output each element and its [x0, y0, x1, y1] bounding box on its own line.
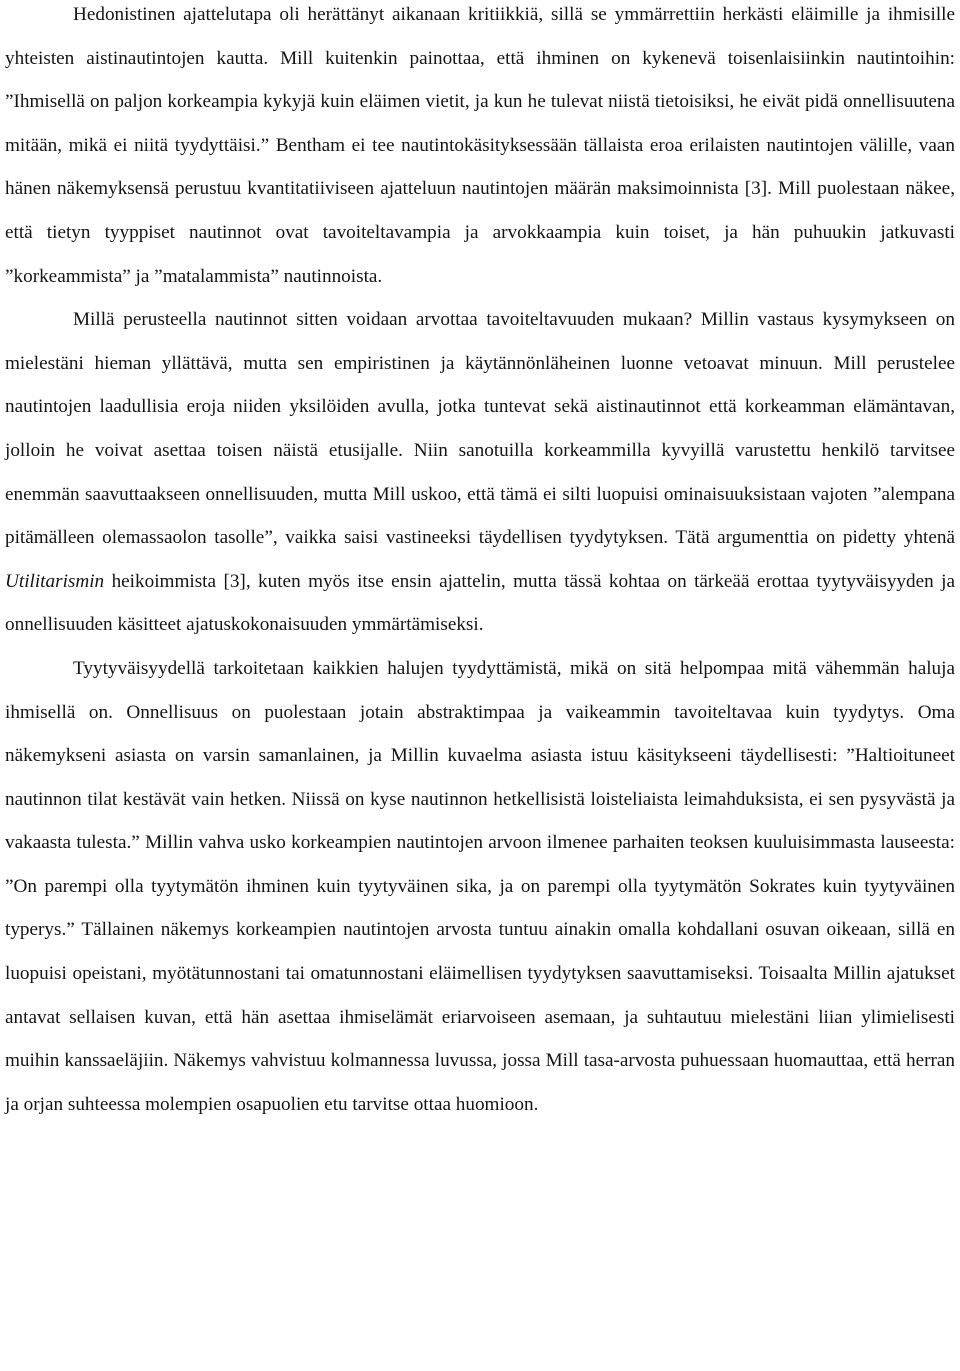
- paragraph-valuation-text-2: heikoimmista [3], kuten myös itse ensin ajattelin, mutta tässä kohtaa on tärkeää erottaa tyytyväisyyden ja onnellisuuden käsitteet ajatuskokonaisuuden ymmärtämiseksi.: [5, 570, 955, 636]
- book-title-italic: Utilitarismin: [5, 570, 105, 592]
- paragraph-hedonism: Hedonistinen ajattelutapa oli herättänyt aikanaan kritiikkiä, sillä se ymmärrettiin herkästi eläimille ja ihmisille yhteisten aistinautintojen kautta. Mill kuitenkin painottaa, että ihminen on kykenevä toisenlaisiinkin nautintoihin: ”Ihmisellä on paljon korkeampia kykyjä kuin eläimen vietit, ja kun he tulevat niistä tietoisiksi, he eivät pidä onnellisuutena mitään, mikä ei niitä tyydyttäisi.” Bentham ei tee nautintokäsityksessään tällaista eroa erilaisten nautintojen välille, vaan hänen näkemyksensä perustuu kvantitatiiviseen ajatteluun nautintojen määrän maksimoinnista [3]. Mill puolestaan näkee, että tietyn tyyppiset nautinnot ovat tavoiteltavampia ja arvokkaampia kuin toiset, ja hän puhuukin jatkuvasti ”korkeammista” ja ”matalammista” nautinnoista.: [5, 4, 955, 287]
- paragraph-satisfaction: Tyytyväisyydellä tarkoitetaan kaikkien halujen tyydyttämistä, mikä on sitä helpompaa mitä vähemmän haluja ihmisellä on. Onnellisuus on puolestaan jotain abstraktimpaa ja vaikeammin tavoiteltavaa kuin tyydytys. Oma näkemykseni asiasta on varsin samanlainen, ja Millin kuvaelma asiasta istuu käsitykseeni täydellisesti: ”Haltioituneet nautinnon tilat kestävät vain hetken. Niissä on kyse nautinnon hetkellisistä loisteliaista leimahduksista, ei sen pysyvästä ja vakaasta tulesta.” Millin vahva usko korkeampien nautintojen arvoon ilmenee parhaiten teoksen kuuluisimmasta lauseesta: ”On parempi olla tyytymätön ihminen kuin tyytyväinen sika, ja on parempi olla tyytymätön Sokrates kuin tyytyväinen typerys.” Tällainen näkemys korkeampien nautintojen arvosta tuntuu ainakin omalla kohdallani osuvan oikeaan, sillä en luopuisi opeistani, myötätunnostani tai omatunnostani eläimellisen tyydytyksen saavuttamiseksi. Toisaalta Millin ajatukset antavat sellaisen kuvan, että hän asettaa ihmiselämät eriarvoiseen asemaan, ja suhtautuu mielestäni liian ylimielisesti muihin kanssaeläjiin. Näkemys vahvistuu kolmannessa luvussa, jossa Mill tasa-arvosta puhuessaan huomauttaa, että herran ja orjan suhteessa molempien osapuolien etu tarvitse ottaa huomioon.: [5, 657, 955, 1115]
- paragraph-valuation-text-1: Millä perusteella nautinnot sitten voidaan arvottaa tavoiteltavuuden mukaan? Millin vastaus kysymykseen on mielestäni hieman yllättävä, mutta sen empiristinen ja käytännönläheinen luonne vetoavat minuun. Mill perustelee nautintojen laadullisia eroja niiden yksilöiden avulla, jotka tuntevat sekä aistinautinnot että korkeamman elämäntavan, jolloin he voivat asettaa toisen näistä etusijalle. Niin sanotuilla korkeammilla kyvyillä varustettu henkilö tarvitsee enemmän saavuttaakseen onnellisuuden, mutta Mill uskoo, että tämä ei silti luopuisi ominaisuuksistaan vajoten ”alempana pitämälleen olemassaolon tasolle”, vaikka saisi vastineeksi täydellisen tyydytyksen. Tätä argumenttia on pidetty yhtenä: [5, 309, 955, 549]
- document-page: [5, 0, 955, 1126]
- paragraph-valuation: [5, 298, 955, 647]
